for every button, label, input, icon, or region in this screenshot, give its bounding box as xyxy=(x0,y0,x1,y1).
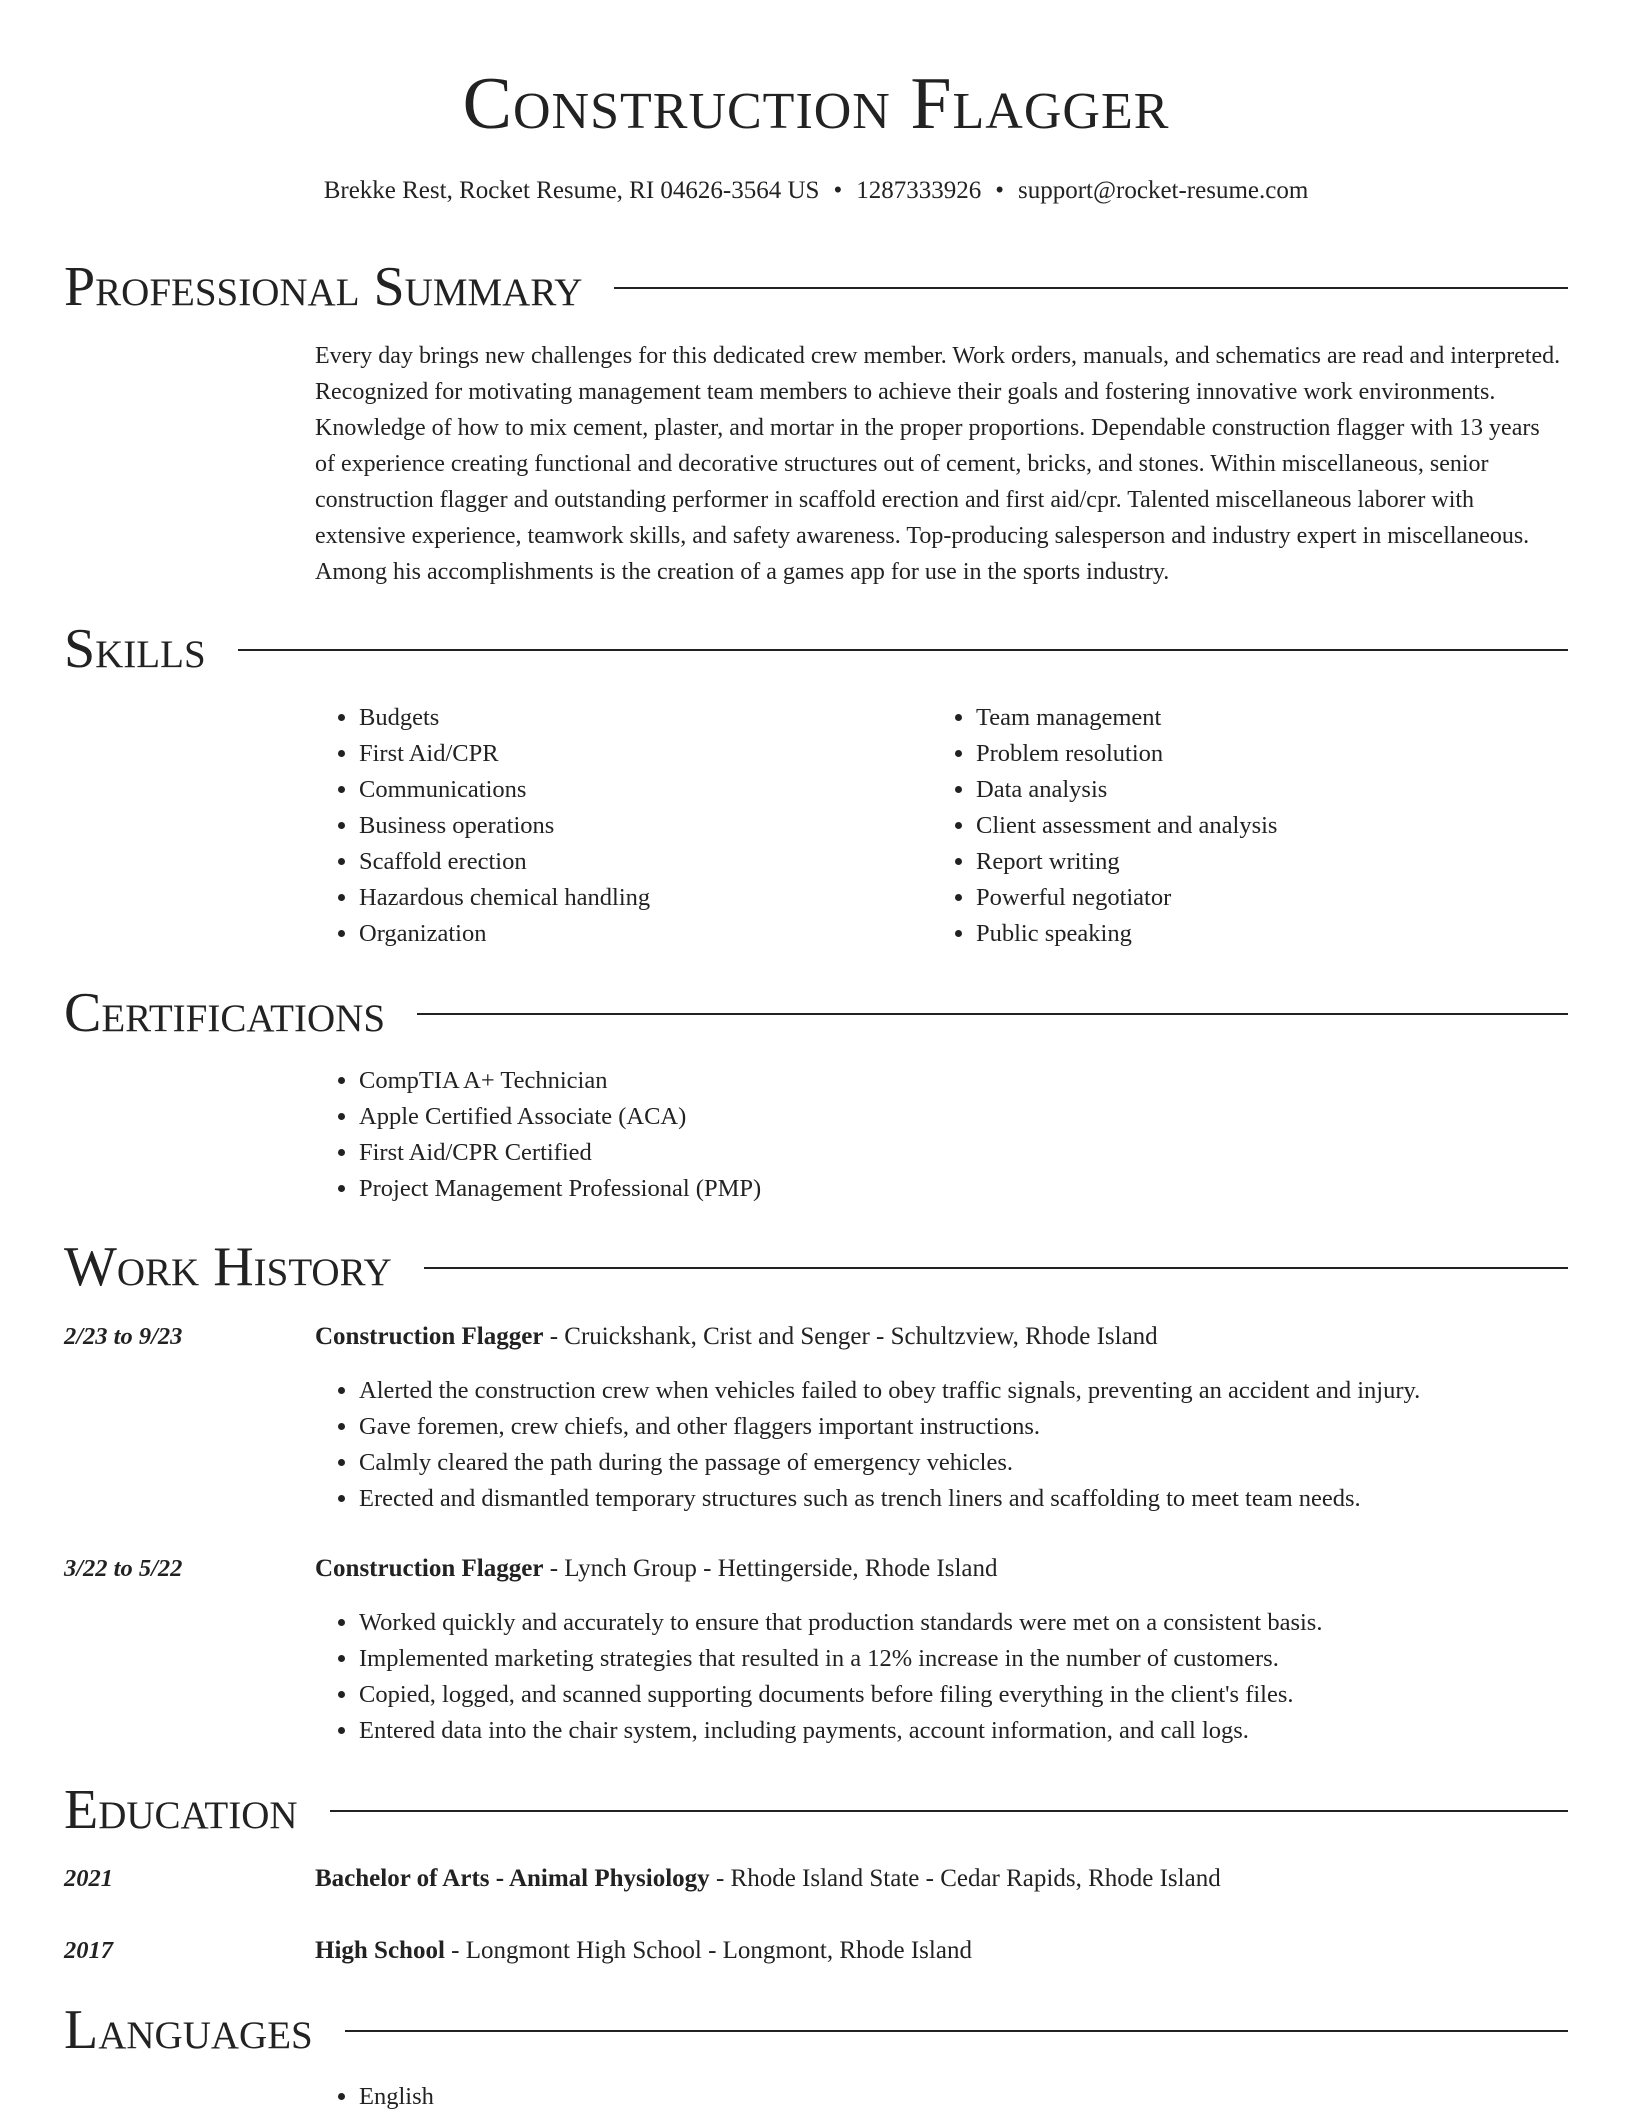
job-employer: - Cruickshank, Crist and Senger - Schultzview, Rhode Island xyxy=(543,1323,1158,1350)
job-date: 2/23 to 9/23 xyxy=(64,1323,183,1350)
skills-left-column xyxy=(315,700,915,952)
education-date: 2021 xyxy=(64,1865,113,1892)
job-duties xyxy=(315,1373,1575,1517)
job-duty-item: • Copied, logged, and scanned supporting documents before filing everything in the client's files. xyxy=(359,1677,1575,1713)
contact-line xyxy=(0,176,1632,206)
language-item: • English xyxy=(359,2079,915,2115)
skill-item: • Problem resolution xyxy=(976,736,1562,772)
section-heading-education xyxy=(64,1775,1568,1845)
education-heading xyxy=(315,1933,972,1969)
contact-address: Brekke Rest, Rocket Resume, RI 04626-3564 US xyxy=(323,177,820,204)
certification-item: • First Aid/CPR Certified xyxy=(359,1135,1565,1171)
section-divider xyxy=(614,287,1568,289)
job-duties xyxy=(315,1605,1575,1749)
skill-item: • Data analysis xyxy=(976,772,1562,808)
school-info: - Longmont High School - Longmont, Rhode Island xyxy=(444,1937,972,1964)
skill-item: • Client assessment and analysis xyxy=(976,808,1562,844)
job-duty-item: • Gave foremen, crew chiefs, and other flaggers important instructions. xyxy=(359,1409,1575,1445)
job-duty-item: • Erected and dismantled temporary structures such as trench liners and scaffolding to meet team needs. xyxy=(359,1481,1575,1517)
job-duty-item: • Alerted the construction crew when vehicles failed to obey traffic signals, preventing an accident and injury. xyxy=(359,1373,1575,1409)
section-divider xyxy=(424,1267,1568,1269)
skill-item: • Scaffold erection xyxy=(359,844,915,880)
languages-list xyxy=(315,2079,915,2115)
job-title: Construction Flagger xyxy=(315,1323,544,1350)
school-info: - Rhode Island State - Cedar Rapids, Rhode Island xyxy=(709,1865,1221,1892)
section-title: Professional Summary xyxy=(64,256,583,318)
skill-item: • First Aid/CPR xyxy=(359,736,915,772)
job-date: 3/22 to 5/22 xyxy=(64,1555,183,1582)
skill-item: • Public speaking xyxy=(976,916,1562,952)
degree-title: High School xyxy=(315,1937,445,1964)
section-heading-work-history xyxy=(64,1232,1568,1302)
section-title: Education xyxy=(64,1779,298,1841)
skills-right-column xyxy=(932,700,1562,952)
job-heading xyxy=(315,1319,1158,1355)
contact-phone: 1287333926 xyxy=(856,177,982,204)
job-duty-item: • Entered data into the chair system, including payments, account information, and call logs. xyxy=(359,1713,1575,1749)
certifications-list xyxy=(315,1063,1565,1207)
section-divider xyxy=(330,1810,1568,1812)
job-title: Construction Flagger xyxy=(315,1555,544,1582)
job-duty-item: • Worked quickly and accurately to ensure that production standards were met on a consistent basis. xyxy=(359,1605,1575,1641)
certification-item: • CompTIA A+ Technician xyxy=(359,1063,1565,1099)
section-title: Certifications xyxy=(64,982,386,1044)
education-heading xyxy=(315,1861,1221,1897)
job-heading xyxy=(315,1551,998,1587)
skill-item: • Hazardous chemical handling xyxy=(359,880,915,916)
skill-item: • Budgets xyxy=(359,700,915,736)
section-title: Work History xyxy=(64,1236,392,1298)
job-employer: - Lynch Group - Hettingerside, Rhode Island xyxy=(543,1555,998,1582)
section-divider xyxy=(417,1013,1568,1015)
section-title: Languages xyxy=(64,1999,313,2061)
section-divider xyxy=(345,2030,1568,2032)
contact-email: support@rocket-resume.com xyxy=(1018,177,1309,204)
section-heading-summary xyxy=(64,252,1568,322)
section-title: Skills xyxy=(64,618,206,680)
section-divider xyxy=(238,649,1568,651)
skill-item: • Business operations xyxy=(359,808,915,844)
skill-item: • Powerful negotiator xyxy=(976,880,1562,916)
job-duty-item: • Implemented marketing strategies that resulted in a 12% increase in the number of customers. xyxy=(359,1641,1575,1677)
summary-text: Every day brings new challenges for this dedicated crew member. Work orders, manuals, and schematics are read and interpreted. Recognized for motivating management team members to achieve their goals and fostering innovative work environments. Knowledge of how to mix cement, plaster, and mortar in the proper proportions. Dependable construction flagger with 13 years of experience creating functional and decorative structures out of cement, bricks, and stones. Within miscellaneous, senior construction flagger and outstanding performer in scaffold erection and first aid/cpr. Talented miscellaneous laborer with extensive experience, teamwork skills, and safety awareness. Top-producing salesperson and industry expert in miscellaneous. Among his accomplishments is the creation of a games app for use in the sports industry. xyxy=(315,343,1561,585)
contact-separator: • xyxy=(995,177,1004,204)
resume-name: Construction Flagger xyxy=(462,63,1170,145)
job-duty-item: • Calmly cleared the path during the passage of emergency vehicles. xyxy=(359,1445,1575,1481)
contact-separator: • xyxy=(833,177,843,204)
section-heading-certifications xyxy=(64,978,1568,1048)
degree-title: Bachelor of Arts - Animal Physiology xyxy=(315,1865,710,1892)
skill-item: • Team management xyxy=(976,700,1562,736)
skill-item: • Report writing xyxy=(976,844,1562,880)
education-date: 2017 xyxy=(64,1937,113,1964)
skill-item: • Communications xyxy=(359,772,915,808)
section-heading-languages xyxy=(64,1995,1568,2065)
certification-item: • Project Management Professional (PMP) xyxy=(359,1171,1565,1207)
skill-item: • Organization xyxy=(359,916,915,952)
certification-item: • Apple Certified Associate (ACA) xyxy=(359,1099,1565,1135)
section-heading-skills xyxy=(64,614,1568,684)
